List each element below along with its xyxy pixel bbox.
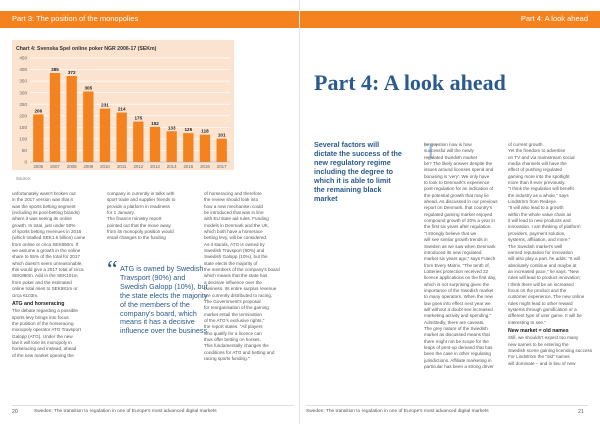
- x-tick-label: 2015: [183, 164, 194, 169]
- chart-bar: [167, 131, 177, 162]
- right-col1-line: bonusing is 'very'. We only have: [424, 173, 490, 179]
- left-col1-line: which doesn't seem unreasonable,: [12, 260, 83, 266]
- y-tick-label: 250: [19, 101, 27, 107]
- y-tick-label: 200: [19, 113, 27, 119]
- left-col3-line: for reorganisation of the gaming: [204, 305, 269, 311]
- left-column-3: [204, 191, 294, 362]
- chart-bar: [50, 73, 60, 162]
- bar-value-label: 152: [151, 120, 159, 126]
- left-col3-line: racing sports funding.": [204, 355, 250, 361]
- left-col1b-line: the position of the horseracing: [12, 320, 74, 326]
- left-col1-line: where it was seeing its online: [12, 216, 72, 222]
- right-col2-line: Lindström from Redeye.: [508, 199, 558, 205]
- y-tick-label: 50: [21, 148, 27, 154]
- left-col1-line: was the sports betting segment: [12, 203, 76, 209]
- callout-summary: Several factors will dictate the success of the new regulatory regime including the degree to which it is able to limit the remaining black market: [314, 140, 402, 203]
- left-col3-line: of horseracing and therefore: [204, 191, 262, 196]
- left-col1-line: we assume a growth in the online: [12, 248, 81, 254]
- right-col2-line: within the whole value chain as: [508, 211, 572, 217]
- right-col1-line: The grey nature of the Swedish: [424, 325, 488, 331]
- right-col2-line: media channels will have the: [508, 161, 567, 167]
- bar-value-label: 231: [101, 102, 109, 108]
- left-col3-line: of the ATG's exclusive rights,": [204, 317, 265, 323]
- chart-bar: [100, 109, 110, 162]
- left-col1-line: (which totalled SEK1.6 billion) came: [12, 235, 86, 241]
- left-col3-line: business. Its entire surplus revenue: [204, 286, 277, 292]
- pull-quote: ATG is owned by Swedish Travsport (90%) and Swedish Galopp (10%), but the state elects the majority of the members of the company's board, which means it has a decisive influence over the business: [120, 264, 208, 336]
- right-col1-line: ahead. As discussed in our previous: [424, 199, 498, 205]
- right-page-number: 21: [578, 409, 584, 415]
- x-tick-label: 2013: [150, 164, 160, 169]
- right-col2-line: "I think the regulation will benefit: [508, 186, 574, 192]
- y-tick-label: 150: [19, 124, 27, 130]
- right-col2b-line: Swedish scene gaining licensing success: [508, 348, 593, 353]
- x-tick-label: 2010: [100, 164, 110, 169]
- x-tick-label: 2011: [116, 164, 127, 169]
- left-col3-line: with EU state aid rules. Funding: [204, 216, 269, 222]
- left-page-number: 20: [12, 409, 18, 415]
- left-col1-line: this would give a 2017 total of circa: [12, 267, 84, 273]
- x-tick-label: 2014: [166, 164, 177, 169]
- right-col2-line: Yet the freedom to advertise: [508, 148, 566, 154]
- right-col2-line: of current growth.: [508, 142, 544, 147]
- left-col3-line: state elects the majority of: [204, 260, 258, 266]
- left-col1-line: share to 55% of the total for 2017: [12, 254, 80, 260]
- left-col1b-line: horseracing and instead, ahead: [12, 346, 77, 352]
- left-col1b-line: The debate regarding a possible: [12, 308, 78, 314]
- right-col1-line: leaps of pent-up demand that has: [424, 345, 493, 350]
- right-col2-line: on TV and via mainstream social: [508, 154, 575, 160]
- right-col1-line: which is not surprising given the: [424, 281, 490, 287]
- left-col2-line: for 1 January.: [107, 210, 135, 216]
- x-tick-label: 2009: [83, 164, 94, 169]
- right-col1-line: the potential growth that may lie: [424, 192, 489, 198]
- quote-mark-icon: “: [107, 257, 118, 283]
- right-col2-line: providers, payment solution,: [508, 230, 566, 236]
- left-col3-line: who qualify for a licence can: [204, 330, 262, 336]
- bar-value-label: 133: [167, 125, 176, 131]
- right-col1-line: the first six years after regulation.: [424, 224, 492, 230]
- chart-bar: [133, 122, 143, 162]
- right-col2b-line: Still, we shouldn't expect too many: [508, 335, 579, 341]
- left-col2-line: provide a platform in readiness: [107, 203, 170, 209]
- left-col3-line: which both have a horserace: [204, 229, 263, 235]
- right-col2-line: innovation. I am thinking of platform: [508, 224, 581, 230]
- right-col2-line: interesting to see.": [508, 319, 546, 325]
- left-col2-line: entail changes to the funding: [107, 235, 166, 241]
- left-col3-line: are currently distributed to racing.: [204, 292, 273, 298]
- chart-bar: [117, 113, 127, 162]
- left-col1-line: from poker and the estimated: [12, 279, 72, 285]
- x-tick-label: 2016: [200, 164, 210, 169]
- right-column-2: [508, 142, 592, 367]
- left-col2-line: The finance ministry report: [107, 216, 162, 222]
- left-col3-line: a decisive influence over the: [204, 279, 262, 285]
- right-col2-line: systems, affiliation, and more.": [508, 237, 571, 243]
- chart-bar: [67, 76, 77, 162]
- left-col2-line: from its monopoly position would: [107, 229, 174, 235]
- left-col1-line: online total rises to SEK981m or: [12, 286, 78, 292]
- right-column-1: [424, 138, 506, 370]
- right-col1-line: there might not be scope for the: [424, 338, 489, 344]
- right-col2-line: gaming more into the spotlight: [508, 173, 570, 179]
- left-col3-line: market entail the termination: [204, 311, 262, 317]
- right-col1-line: law goes into effect next year we: [424, 300, 491, 306]
- right-col2-line: more than it ever previously.: [508, 180, 566, 186]
- right-col1-line: introduced its new regulated: [424, 249, 482, 255]
- bar-value-label: 118: [201, 128, 209, 134]
- left-footer-rule: [12, 405, 294, 406]
- left-col3-line: Swedish Travsport (90%) and: [204, 248, 265, 254]
- x-tick-label: 2012: [133, 164, 144, 169]
- right-col1-line: regulated Swedish market: [424, 154, 478, 160]
- bar-value-label: 305: [84, 85, 93, 91]
- left-col1b-line: Galopp (ATG). Under the new: [12, 333, 73, 339]
- bar-value-label: 175: [134, 115, 143, 121]
- left-col3-line: conditions for ATG and betting and: [204, 349, 275, 355]
- y-tick-label: 400: [19, 67, 27, 73]
- left-col2-line: sport trade and supplier friends to: [107, 197, 176, 203]
- right-col2-line: the industry as a whole," says: [508, 192, 569, 198]
- right-col2-line: absolutely continue and maybe at: [508, 262, 577, 268]
- right-col1-line: post-regulation for an indication of: [424, 186, 494, 192]
- right-col2-line: will also play a part, he adds: "It will: [508, 256, 581, 262]
- right-col1-line: be? The likely answer despite the: [424, 161, 493, 167]
- poker-ngr-bar-chart: [0, 0, 300, 190]
- right-col1-line: to many operators. When the new: [424, 294, 493, 300]
- x-tick-label: 2007: [50, 164, 60, 169]
- left-col1b-line: sports levy brings into focus: [12, 314, 69, 320]
- chart-bar: [200, 135, 210, 162]
- left-col1b-line: of the new market opening the: [12, 352, 74, 358]
- right-col2-line: it will lead to new products and: [508, 218, 571, 224]
- right-col2-line: The Swedish market's well: [508, 243, 563, 249]
- bar-value-label: 385: [51, 67, 59, 73]
- left-col3-line: Swedish Galopp (10%), but the: [204, 254, 268, 260]
- left-col3-line: thus offer betting on horses.: [204, 336, 261, 342]
- right-col1-line: to look to Denmark's experience: [424, 180, 490, 186]
- left-col3-line: the review should look into: [204, 197, 259, 203]
- right-col1-line: Sweden as we saw when Denmark: [424, 243, 496, 249]
- left-col1-line: in the 2017 version was that it: [12, 197, 73, 203]
- left-col1-line: of sports betting revenues in 2016: [12, 229, 82, 235]
- right-col1-line: "I strongly believe that we: [424, 230, 477, 236]
- right-col2-line: earned reputation for innovation: [508, 249, 573, 255]
- x-tick-label: 2017: [216, 164, 227, 169]
- left-col3-line: As it stands, ATG is owned by: [204, 241, 265, 247]
- left-col3-line: which means that the state has: [204, 273, 268, 279]
- right-col1-line: issues around licenses spend and: [424, 167, 494, 173]
- left-col3-line: how a new mechanism could: [204, 203, 263, 209]
- right-col1-line: importance of the Swedish market: [424, 287, 494, 293]
- chart-bar: [33, 114, 43, 162]
- left-col1-line: growth. In total, just under 50%: [12, 222, 76, 228]
- right-col2-line: systems through gamification or a: [508, 306, 577, 312]
- right-col1-line: jurisdictions. Affiliate marketing in: [424, 357, 492, 363]
- y-tick-label: 300: [19, 90, 27, 96]
- left-col1-line: SEK880m. Add in the SEK101m: [12, 273, 78, 279]
- right-col2-line: rules might lead to other reward: [508, 300, 573, 306]
- right-col1-line: successful will the newly: [424, 148, 474, 154]
- right-col1-line: report on Denmark, that country's: [424, 205, 493, 211]
- right-col2b-line: will dominate – and in lieu of new: [508, 360, 576, 366]
- right-col2-line: effect of pushing regulated: [508, 167, 563, 173]
- bar-value-label: 372: [67, 70, 76, 76]
- right-page: [300, 0, 600, 424]
- y-tick-label: 350: [19, 78, 27, 84]
- left-col3-line: the report states. "All players: [204, 324, 263, 330]
- right-col2-line: different type of user game. It will be: [508, 313, 582, 319]
- left-col1b-line: monopoly operator ATG Travsport: [12, 327, 81, 333]
- right-col2-line: rules will lead to product innovation;: [508, 275, 581, 281]
- right-col1-line: he question now is how: [424, 142, 472, 147]
- bar-value-label: 214: [117, 106, 126, 112]
- left-col1-line: unfortunately wasn't broken out: [12, 191, 76, 196]
- y-tick-label: 100: [19, 136, 27, 142]
- right-col1-line: particular has been a strong driver: [424, 364, 494, 370]
- right-footer-rule: [306, 405, 588, 406]
- bar-value-label: 101: [217, 132, 226, 138]
- left-col3-line: betting levy, will be considered.: [204, 235, 268, 241]
- left-col1-line: from online or circa SEK850m. If: [12, 241, 79, 247]
- right-col1-line: will without a doubt see increased: [424, 306, 493, 312]
- right-header-title: Part 4: A look ahead: [520, 14, 588, 23]
- chart-bar: [183, 133, 193, 162]
- section-title: Part 4: A look ahead: [314, 70, 506, 95]
- right-col1-line: from Every Matrix. "The tenth of,: [424, 262, 490, 268]
- chart-bar: [150, 127, 160, 162]
- left-footer: Sweden: The transition to regulation in one of Europe's most advanced digital markets: [34, 409, 217, 414]
- chart-bar: [217, 139, 227, 162]
- left-col3-line: The Government's proposal: [204, 298, 261, 304]
- left-col1-line: circa €103m.: [12, 292, 39, 298]
- right-col2-line: focus on the product and the: [508, 287, 567, 293]
- right-col2-line: "It will also lead to a growth: [508, 205, 564, 211]
- left-header-title: Part 3: The position of the monopolies: [12, 14, 139, 23]
- x-tick-label: 2006: [33, 164, 44, 169]
- right-col1-line: compound growth of 20% a year in: [424, 218, 495, 224]
- right-col1-line: Lotteries protection received 22: [424, 268, 489, 274]
- right-col1-line: market six years ago," says Futech: [424, 256, 496, 262]
- left-col3-line: the members of the company's board: [204, 267, 280, 273]
- right-col1-line: will see similar growth trends in: [424, 237, 488, 243]
- right-col2-line: an increased pace," he says. "New: [508, 268, 579, 274]
- left-col1b-line: law it will lose its monopoly in: [12, 339, 72, 345]
- left-col3-line: This fundamentally changes the: [204, 343, 269, 349]
- drop-cap: T: [424, 138, 438, 163]
- right-col1-line: market as discussed means that: [424, 332, 490, 338]
- right-col2b-line: new names to be entering the: [508, 341, 569, 347]
- atg-heading: ATG and horseracing: [12, 300, 65, 307]
- left-col3-line: be introduced that was in line: [204, 210, 264, 216]
- left-col1-line: (including its pool-betting brands): [12, 210, 80, 216]
- right-col1-line: Admittedly, there are caveats.: [424, 319, 485, 325]
- right-col1-line: licence applications on the first day,: [424, 275, 497, 281]
- left-col2-line: company in currently in talks with: [107, 191, 175, 196]
- right-footer: Sweden: The transition to regulation in one of Europe's most advanced digital markets: [306, 409, 489, 414]
- chart-bar: [83, 92, 93, 162]
- new-market-heading: New market = old names: [508, 327, 569, 334]
- y-tick-label: 450: [19, 55, 27, 61]
- x-tick-label: 2008: [66, 164, 77, 169]
- right-col1-line: regulated gaming market enjoyed: [424, 211, 493, 217]
- bar-value-label: 206: [34, 108, 43, 114]
- chart-title: Chart 4: Svenska Spel online poker NGR 2006-17 (SEKm): [16, 46, 157, 52]
- y-tick-label: 0: [24, 159, 27, 165]
- right-col1-line: been the case in other regulating: [424, 351, 491, 357]
- right-col2b-line: For Lindström the "old" names: [508, 354, 570, 360]
- left-column-2: [107, 191, 197, 242]
- chart-source: Source:: [16, 176, 32, 181]
- left-col3-line: models in Denmark and the UK,: [204, 222, 270, 228]
- right-col1-line: marketing activity and spending.": [424, 313, 492, 319]
- left-column-1: [12, 191, 98, 359]
- right-col2-line: customer experience. The new online: [508, 294, 585, 300]
- left-col2-line: pointed out that the move away: [107, 222, 171, 228]
- right-header-bar: [300, 11, 600, 28]
- bar-value-label: 125: [184, 127, 193, 133]
- right-col2-line: I think there will be an increased: [508, 281, 574, 287]
